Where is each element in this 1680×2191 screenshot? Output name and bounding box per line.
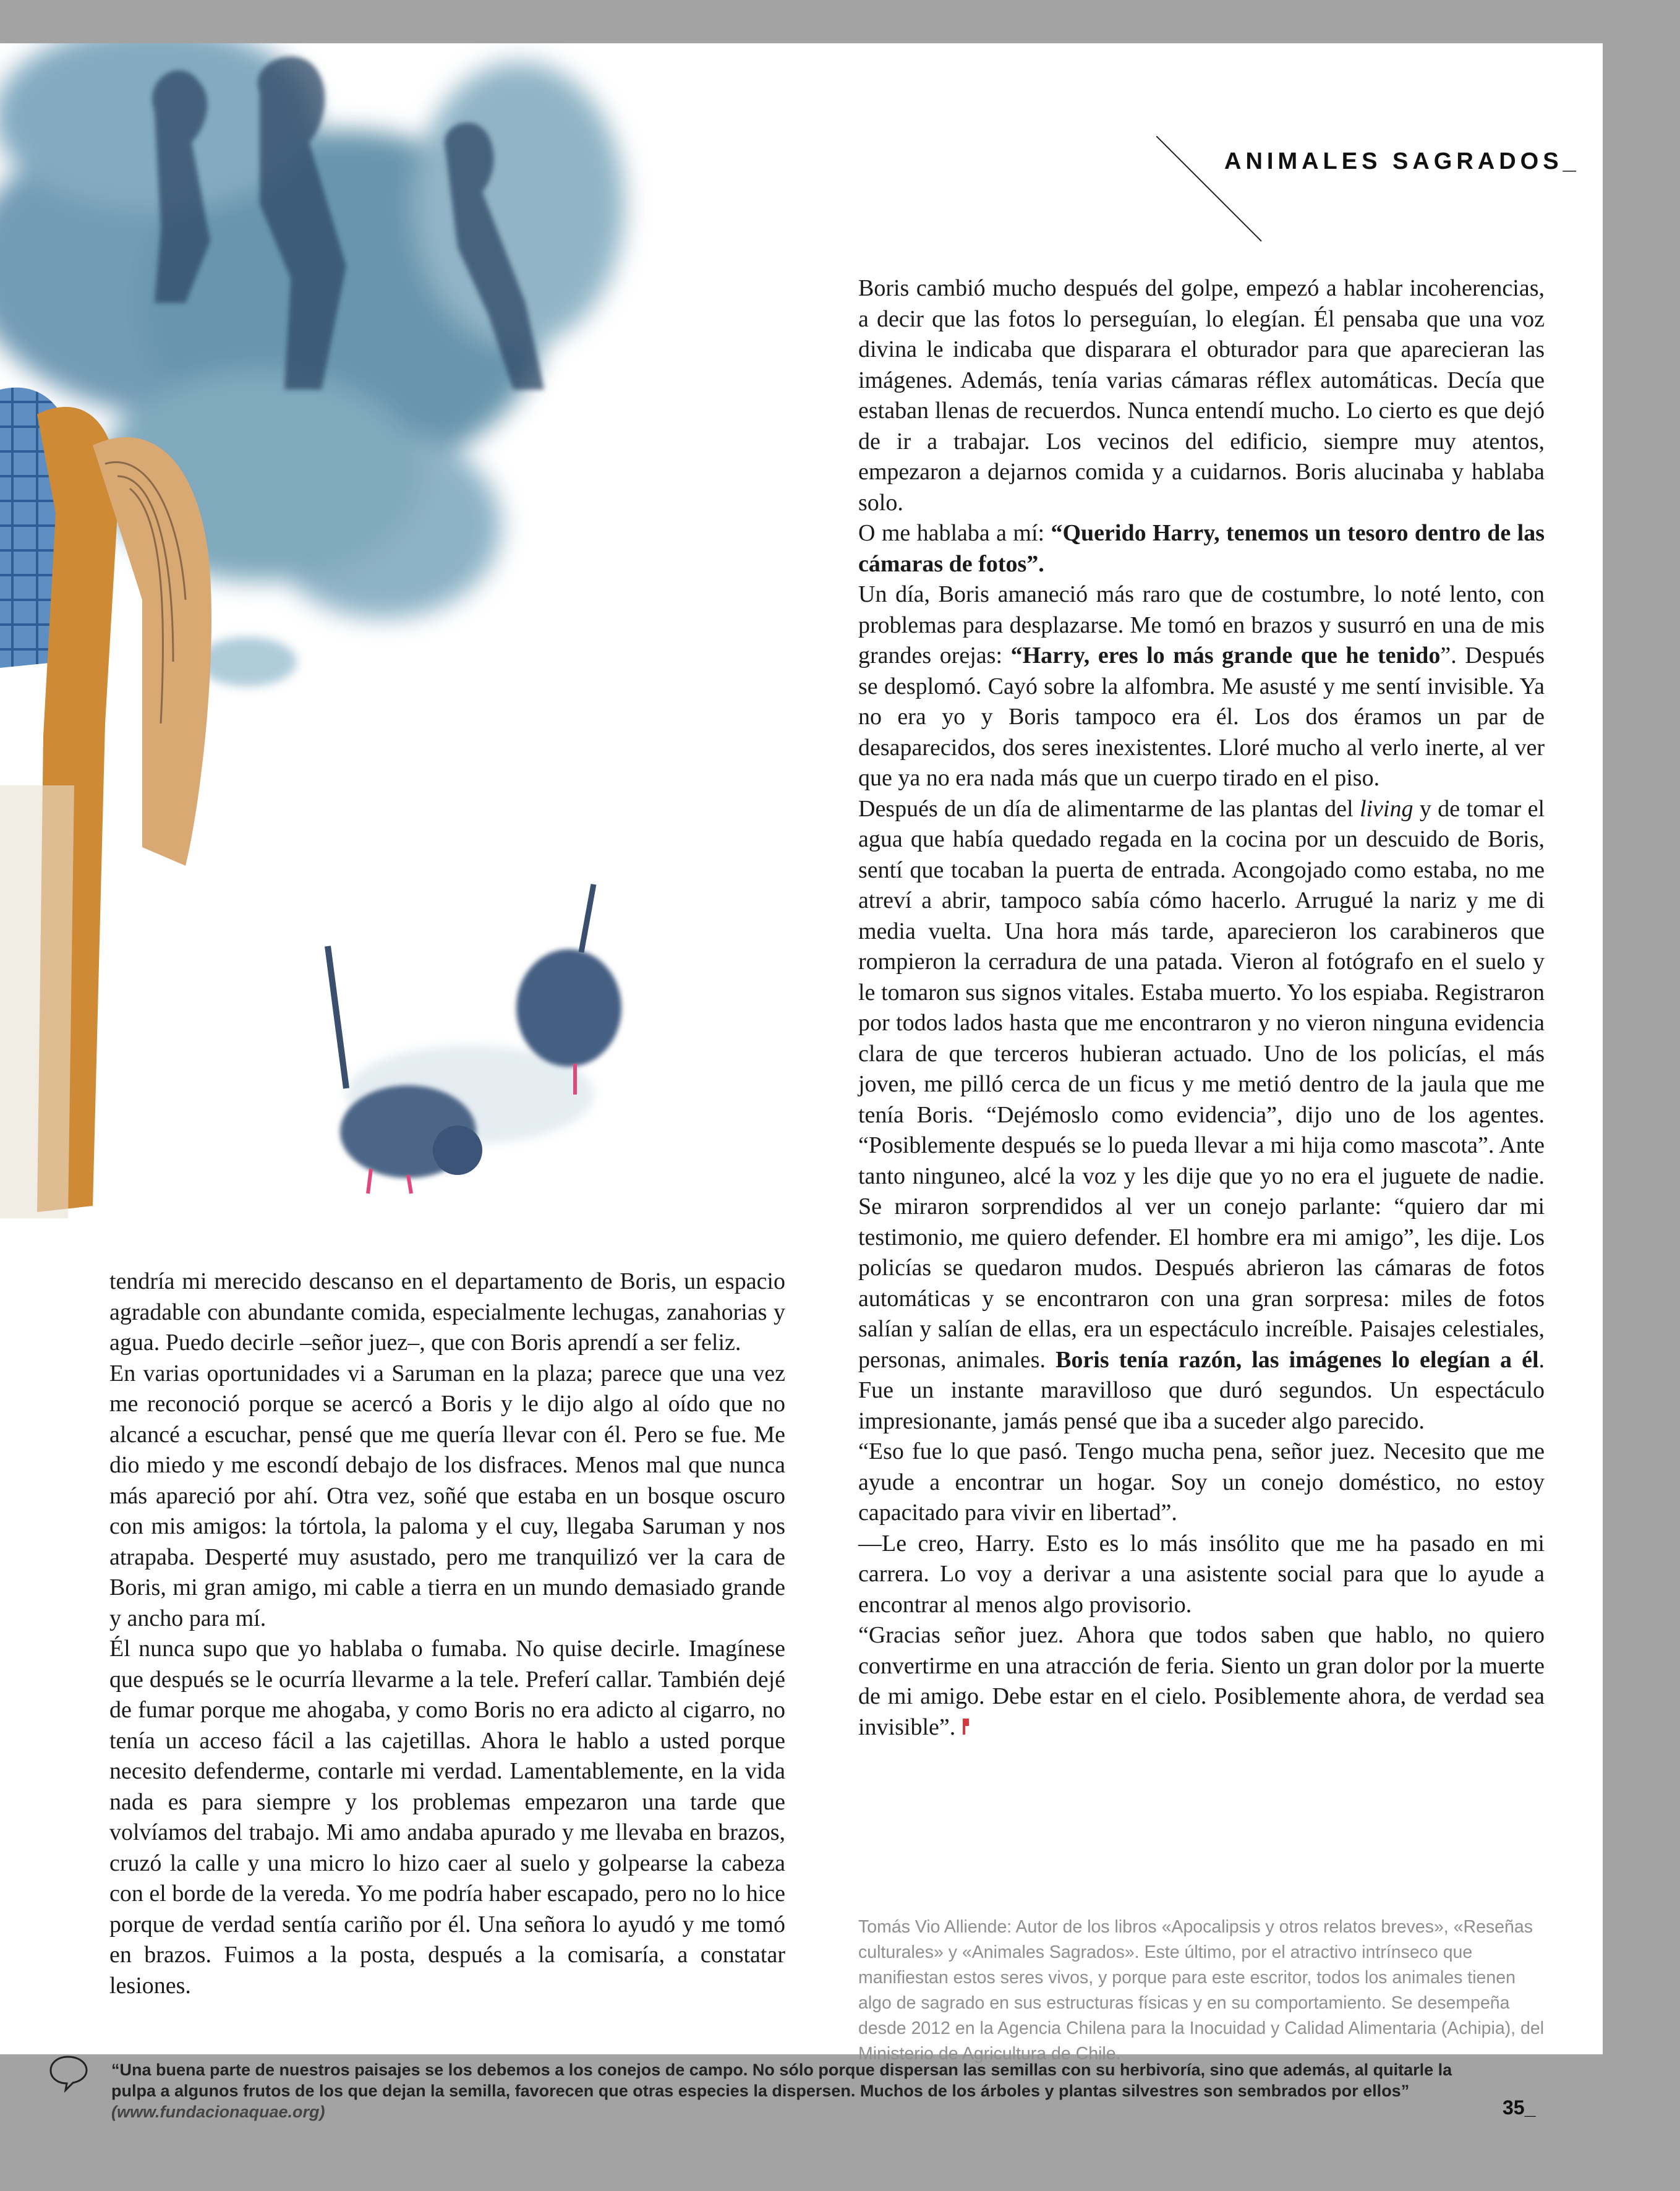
footer-quote <box>111 2059 1459 2122</box>
text-run: “Eso fue lo que pasó. Tengo mucha pena, señor juez. Necesito que me ayude a encontrar un hogar. Soy un conejo doméstico, no estoy capacitado para vivir en libertad”. <box>858 1438 1545 1526</box>
text-run: tendría mi merecido descanso en el departamento de Boris, un espacio agradable con abundante comida, especialmente lechugas, zanahorias y agua. Puedo decirle –señor juez–, que con Boris aprendí a ser feliz. <box>109 1268 785 1356</box>
bold-text: “Querido Harry, tenemos un tesoro dentro de las cámaras de fotos”. <box>858 520 1545 577</box>
illustration-rabbit-birds-icon <box>0 43 798 1231</box>
text-run: Él nunca supo que yo hablaba o fumaba. No quise decirle. Imagínese que después se le ocurría llevarme a la tele. Preferí callar. También dejé de fumar porque me ahogaba, y como Boris no era adicto al cigarro, no tenía un acceso fácil a las cajetillas. Ahora le hablo a usted porque necesito defenderme, contarle mi verdad. Lamentablemente, en la vida nada es para siempre y los problemas empezaron una tarde que volvíamos del trabajo. Mi amo andaba apurado y me llevaba en brazos, cruzó la calle y una micro lo hizo caer al suelo y golpearse la cabeza con el borde de la vereda. Yo me podría haber escapado, pero no lo hice porque de verdad sentía cariño por él. Una señora lo ayudó y me tomó en brazos. Fuimos a la posta, después a la comisaría, a constatar lesiones. <box>109 1636 785 1999</box>
right-column-text <box>858 273 1545 1743</box>
author-bio: Tomás Vio Alliende: Autor de los libros «Apocalipsis y otros relatos breves», «Reseñas culturales» y «Animales Sagrados». Este último, por el atractivo intrínseco que manifiestan estos seres vivos, y porque para este escritor, todos los animales tienen algo de sagrado en sus estructuras físicas y en su comportamiento. Se desempeña desde 2012 en la Agencia Chilena para la Inocuidad y Calidad Alimentaria (Achipia), del Ministerio de Agricultura de Chile. <box>858 1917 1545 2064</box>
footer-quote-text: “Una buena parte de nuestros paisajes se los debemos a los conejos de campo. No sólo porque dispersan las semillas con su herbivoría, sino que además, al quitarle la pulpa a algunos frutos de los que dejan la semilla, favorecen que otras especies la dispersen. Muchos de los árboles y plantas silvestres son sembrados por ellos” <box>111 2061 1452 2100</box>
text-run: y de tomar el agua que había quedado regada en la cocina por un descuido de Boris, sentí que tocaban la puerta de entrada. Acongojado como estaba, no me atreví a abrir, tampoco sabía cómo hacerlo. Arrugué la nariz y me di media vuelta. Una hora más tarde, aparecieron los carabineros que rompieron la cerradura de una patada. Vieron al fotógrafo en el suelo y le tomaron sus signos vitales. Estaba muerto. Yo los espiaba. Registraron por todos lados hasta que me encontraron y no vieron ninguna evidencia clara de que terceros hubieran actuado. Uno de los policías, el más joven, me pilló cerca de un ficus y me metió dentro de la jaula que me tenía Boris. “Dejémoslo como evidencia”, dijo uno de los agentes. “Posiblemente después se lo pueda llevar a mi hija como mascota”. Ante tanto ninguneo, alcé la voz y les dije que yo no era el juguete de nadie. Se miraron sorprendidos al ver un conejo parlante: “quiero dar mi testimonio, me quiero defender. El hombre era mi amigo”, les dije. Los policías se quedaron mudos. Después abrieron las cámaras de fotos automáticas y se encontraron con una gran sorpresa: miles de fotos salían y salían de ellas, era un espectáculo increíble. Paisajes celestiales, personas, animales. <box>858 795 1545 1373</box>
text-run: Boris cambió mucho después del golpe, empezó a hablar incoherencias, a decir que las fotos lo perseguían, lo elegían. Él pensaba que una voz divina le indicaba que disparara el obturador para que aparecieran las imágenes. Además, tenía varias cámaras réflex automáticas. Decía que estaban llenas de recuerdos. Nunca entendí mucho. Lo cierto es que dejó de ir a trabajar. Los vecinos del edificio, siempre muy atentos, empezaron a dejarnos comida y a cuidarnos. Boris alucinaba y hablaba solo. <box>858 275 1545 516</box>
end-of-article-icon <box>962 1717 970 1736</box>
paragraph <box>858 518 1545 579</box>
text-run: Después de un día de alimentarme de las plantas del <box>858 795 1360 822</box>
paragraph <box>858 579 1545 794</box>
paragraph <box>858 1620 1545 1743</box>
text-run: Un día, Boris amaneció más raro que de costumbre, lo noté lento, con problemas para desplazarse. Me tomó en brazos y susurró en una de mis grandes orejas: <box>858 581 1545 668</box>
paragraph <box>858 1437 1545 1529</box>
text-run: —Le creo, Harry. Esto es lo más insólito que me ha pasado en mi carrera. Lo voy a derivar a una asistente social para que lo ayude a encontrar al menos algo provisorio. <box>858 1530 1545 1618</box>
paragraph <box>109 1266 785 1359</box>
paragraph <box>858 1529 1545 1621</box>
bold-text: Boris tenía razón, las imágenes lo elegían a él <box>1055 1346 1539 1373</box>
italic-text: living <box>1359 795 1414 822</box>
paragraph <box>858 273 1545 518</box>
text-run: . Fue un instante maravilloso que duró segundos. Un espectáculo impresionante, jamás pensé que iba a suceder algo parecido. <box>858 1346 1545 1434</box>
bold-text: “Harry, eres lo más grande que he tenido <box>1010 643 1441 668</box>
paragraph <box>858 794 1545 1437</box>
page-number: 35_ <box>1503 2096 1536 2119</box>
left-column-text <box>109 1266 785 2001</box>
text-run: ”. Después se desplomó. Cayó sobre la alfombra. Me asusté y me sentí invisible. Ya no era yo y Boris tampoco era él. Los dos éramos un par de desaparecidos, dos seres inexistentes. Lloré mucho al verlo inerte, al ver que ya no era nada más que un cuerpo tirado en el piso. <box>858 643 1545 791</box>
speech-bubble-icon <box>48 2053 92 2093</box>
text-run: En varias oportunidades vi a Saruman en la plaza; parece que una vez me reconoció porque se acercó a Boris y le dijo algo al oído que no alcancé a escuchar, pensé que me quería llevar con él. Pero se fue. Me dio miedo y me escondí debajo de los disfraces. Menos mal que nunca más apareció por ahí. Otra vez, soñé que estaba en un bosque oscuro con mis amigos: la tórtola, la paloma y el cuy, llegaba Saruman y nos atrapaba. Desperté muy asustado, pero me tranquilizó ver la cara de Boris, mi gran amigo, mi cable a tierra en un mundo demasiado grande y ancho para mí. <box>109 1360 785 1631</box>
magazine-page <box>0 43 1603 2064</box>
paragraph <box>109 1359 785 1634</box>
section-title: ANIMALES SAGRADOS_ <box>1224 148 1580 174</box>
footer-quote-source: (www.fundacionaquae.org) <box>111 2103 325 2121</box>
text-run: O me hablaba a mí: <box>858 520 1051 546</box>
paragraph <box>109 1634 785 2001</box>
text-run: “Gracias señor juez. Ahora que todos saben que hablo, no quiero convertirme en una atracción de feria. Siento un gran dolor por la muerte de mi amigo. Debe estar en el cielo. Posiblemente ahora, de verdad sea invisible”. <box>858 1622 1545 1740</box>
